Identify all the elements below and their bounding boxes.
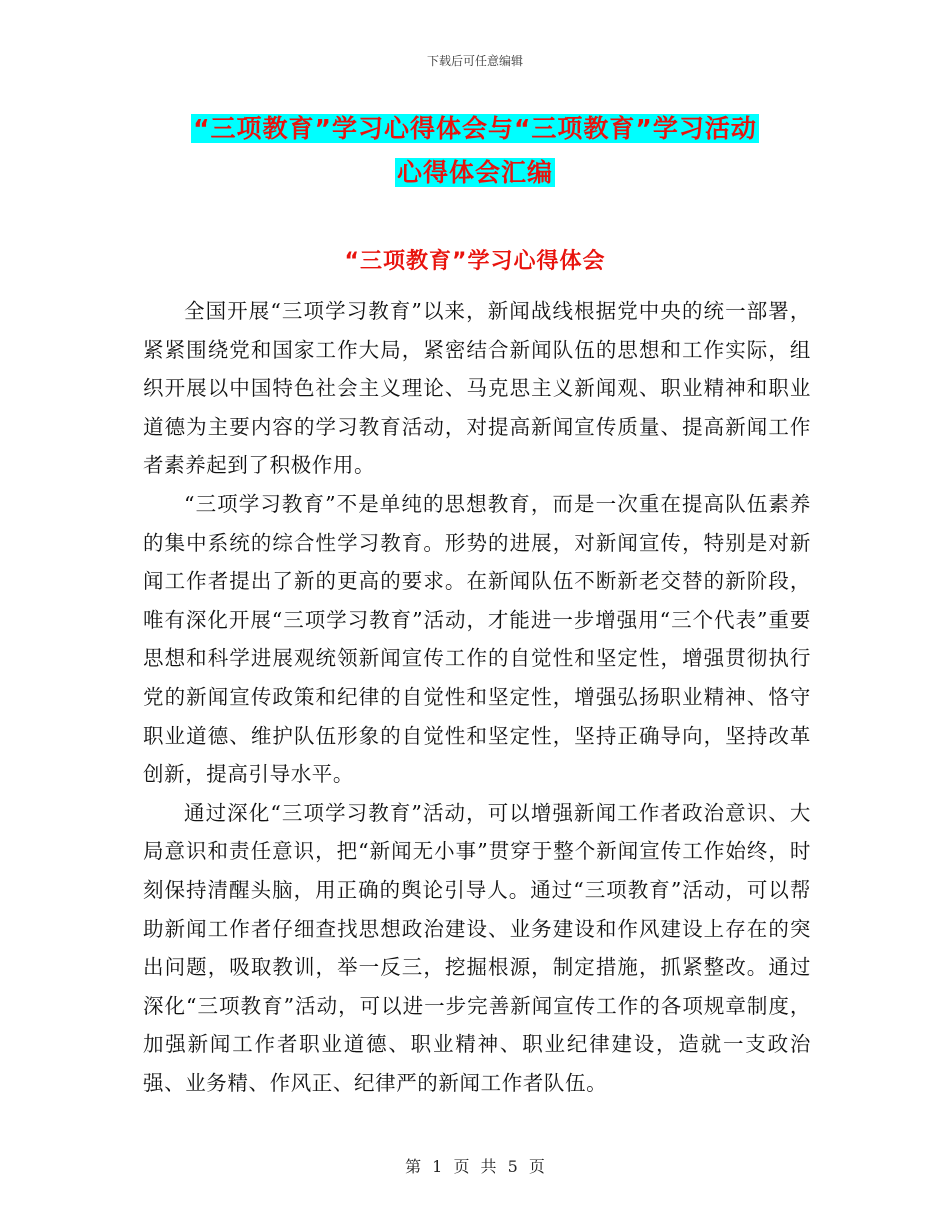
paragraph-1: 全国开展“三项学习教育”以来，新闻战线根据党中央的统一部署，紧紧围绕党和国家工作大局，紧密结合新闻队伍的思想和工作实际，组织开展以中国特色社会主义理论、马克思主义新闻观、职业精神和职业道德为主要内容的学习教育活动，对提高新闻宣传质量、提高新闻工作者素养起到了积极作用。 <box>143 299 811 478</box>
section-title: “三项教育”学习心得体会 <box>344 249 606 274</box>
title-highlight-2: 心得体会汇编 <box>396 158 553 187</box>
header-note: 下载后可任意编辑 <box>426 54 523 68</box>
document-title-line-2 <box>0 154 950 192</box>
document-title-line-1 <box>0 110 950 148</box>
title-highlight-1: “三项教育”学习心得体会与“三项教育”学习活动 <box>193 114 757 143</box>
paragraph-3: 通过深化“三项学习教育”活动，可以增强新闻工作者政治意识、大局意识和责任意识，把“新闻无小事”贯穿于整个新闻宣传工作始终，时刻保持清醒头脑，用正确的舆论引导人。通过“三项教育”活动，可以帮助新闻工作者仔细查找思想政治建设、业务建设和作风建设上存在的突出问题，吸取教训，举一反三，挖掘根源，制定措施，抓紧整改。通过深化“三项教育”活动，可以进一步完善新闻宣传工作的各项规章制度，加强新闻工作者职业道德、职业精神、职业纪律建设，造就一支政治强、业务精、作风正、纪律严的新闻工作者队伍。 <box>143 800 811 1095</box>
page-number-footer: 第 1 页 共 5 页 <box>405 1157 545 1176</box>
paragraph-2: “三项学习教育”不是单纯的思想教育，而是一次重在提高队伍素养的集中系统的综合性学习教育。形势的进展，对新闻宣传，特别是对新闻工作者提出了新的更高的要求。在新闻队伍不断新老交替的新阶段，唯有深化开展“三项学习教育”活动，才能进一步增强用“三个代表”重要思想和科学进展观统领新闻宣传工作的自觉性和坚定性，增强贯彻执行党的新闻宣传政策和纪律的自觉性和坚定性，增强弘扬职业精神、恪守职业道德、维护队伍形象的自觉性和坚定性，坚持正确导向，坚持改革创新，提高引导水平。 <box>143 491 811 787</box>
document-body <box>143 292 811 1102</box>
